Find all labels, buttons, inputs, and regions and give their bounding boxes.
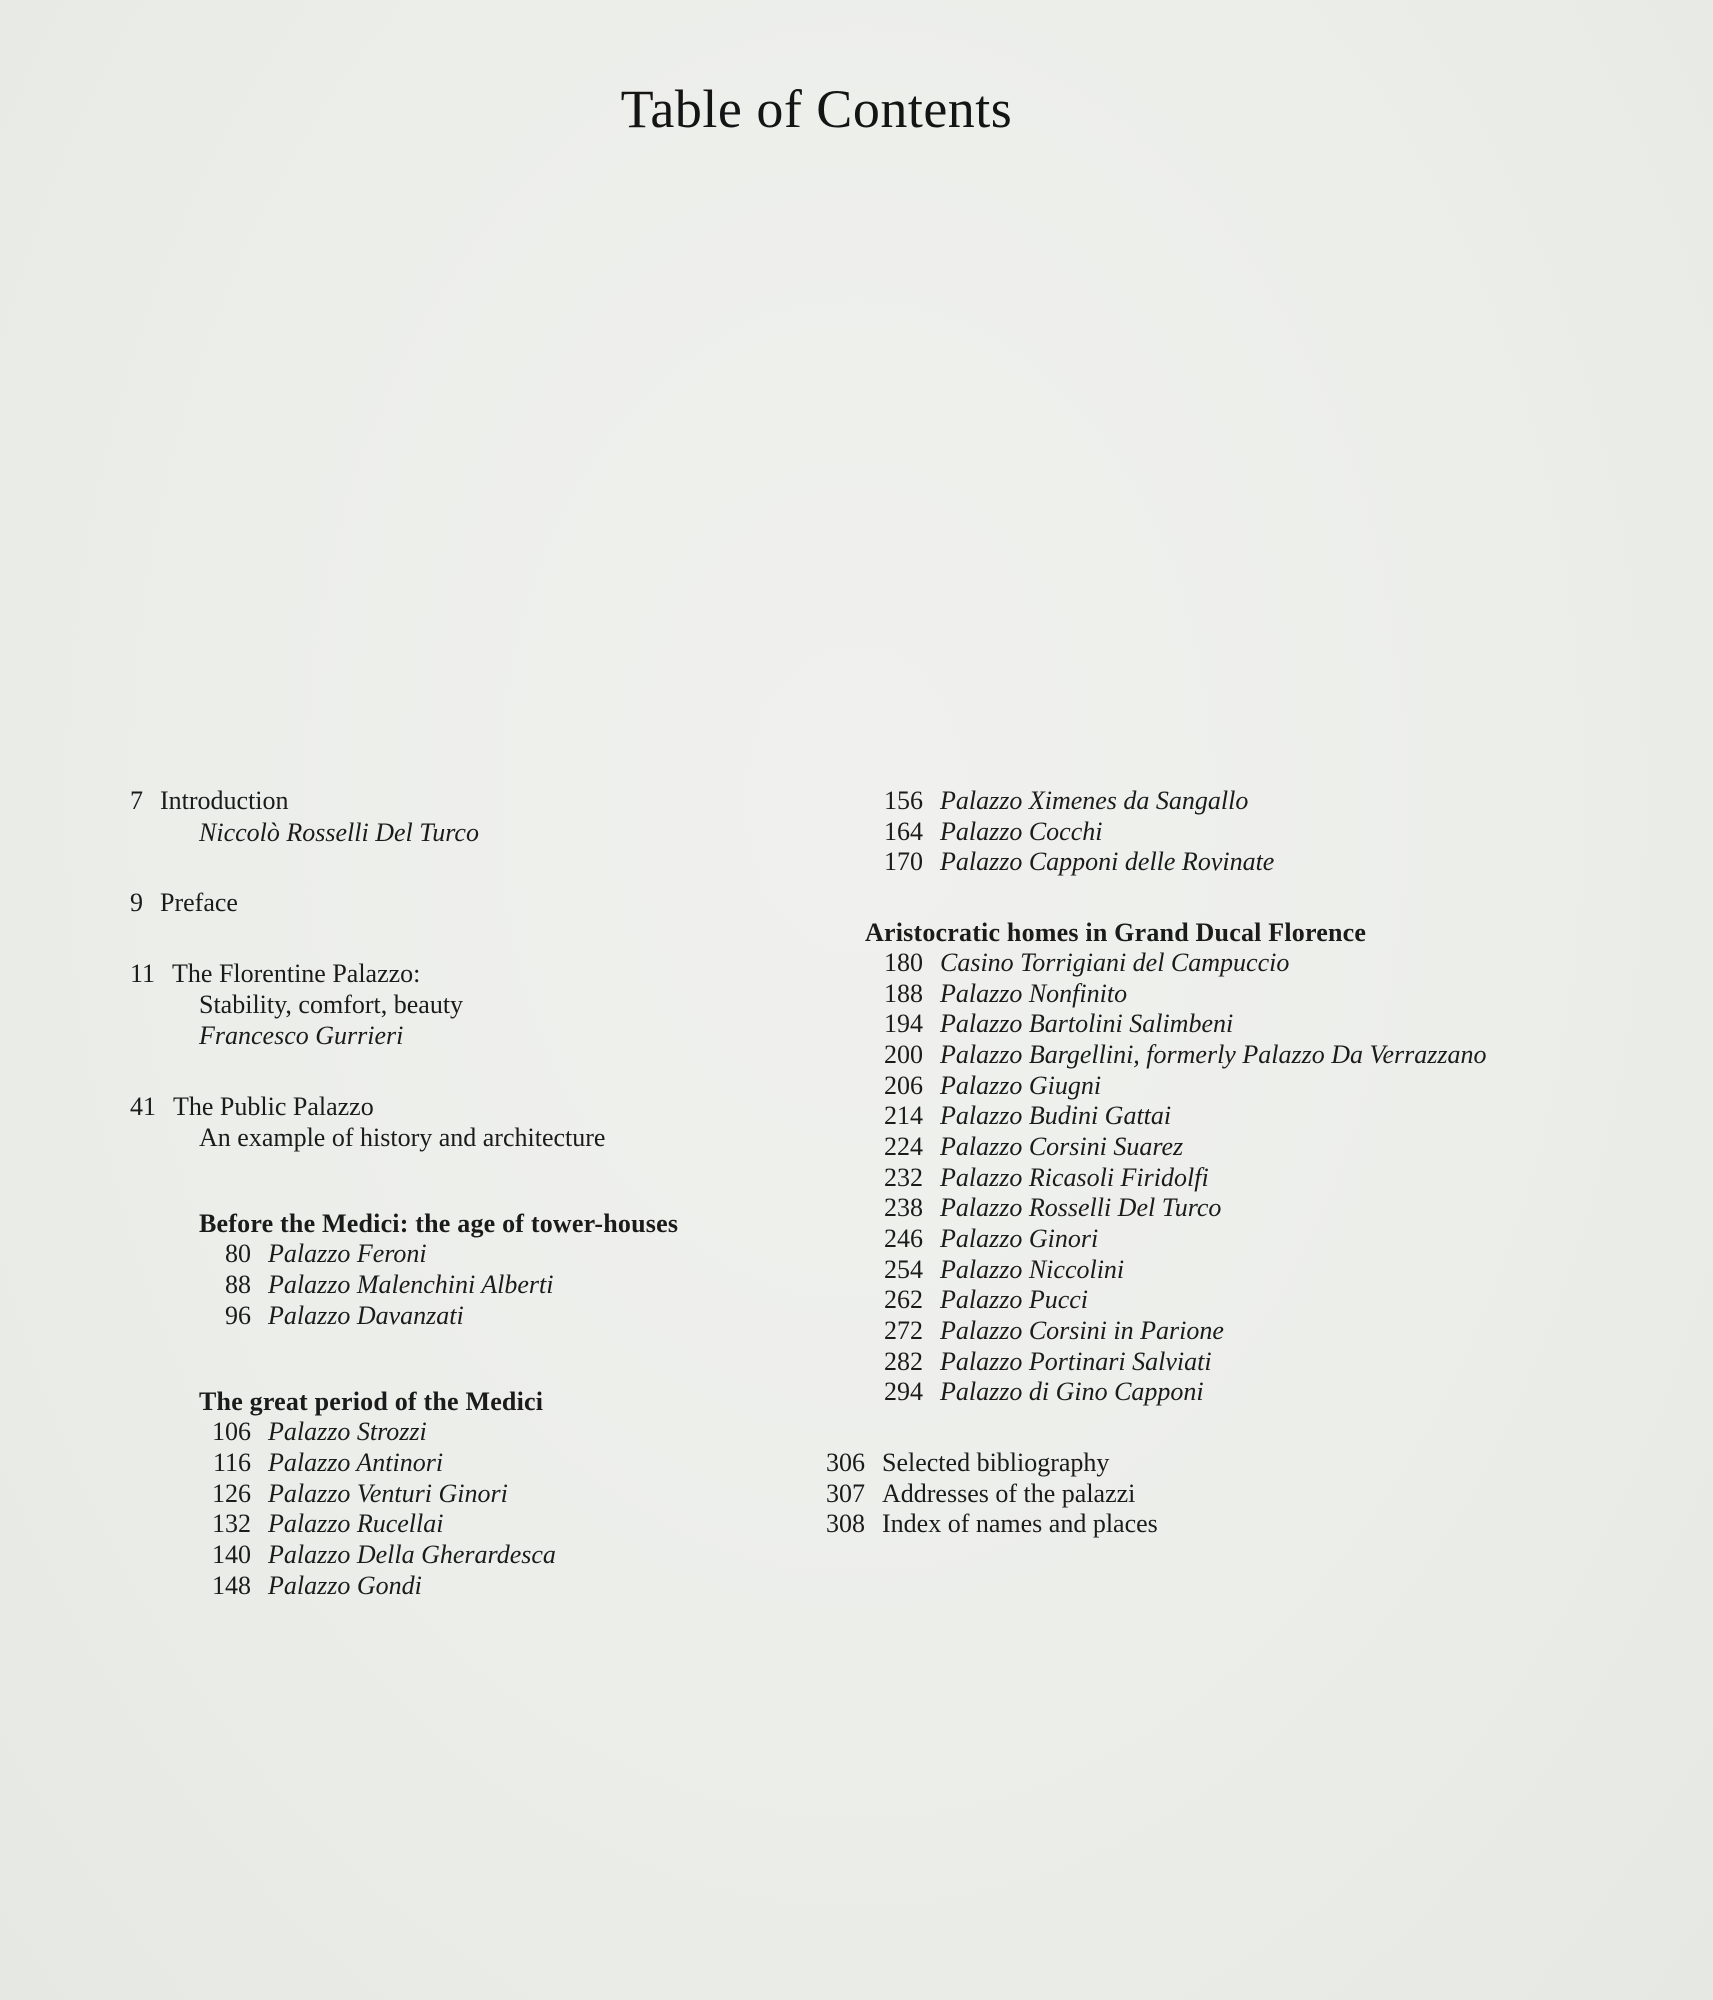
- toc-entry[interactable]: [865, 1377, 1605, 1408]
- toc-entry[interactable]: [199, 1571, 830, 1602]
- toc-entry-label: Palazzo Bartolini Salimbeni: [940, 1009, 1234, 1039]
- toc-entry-label: Palazzo Antinori: [268, 1448, 444, 1478]
- toc-entry[interactable]: [865, 1285, 1605, 1316]
- toc-page-number: 9: [130, 887, 143, 917]
- toc-page-number: 238: [884, 1193, 923, 1223]
- toc-entry-label: The Public Palazzo: [173, 1091, 374, 1121]
- toc-entry-label: Palazzo Bargellini, formerly Palazzo Da Verrazzano: [940, 1040, 1487, 1070]
- toc-entry-label: Palazzo Corsini Suarez: [940, 1132, 1184, 1162]
- toc-entry-label: Palazzo Capponi delle Rovinate: [940, 847, 1275, 877]
- toc-entry-label: Addresses of the palazzi: [882, 1478, 1136, 1508]
- page-title: [0, 78, 1713, 140]
- toc-entry-label: Palazzo Niccolini: [940, 1254, 1125, 1284]
- spacer: [130, 1331, 830, 1387]
- toc-entry-label: Palazzo Ricasoli Firidolfi: [940, 1162, 1209, 1192]
- toc-entry-author: Niccolò Rosselli Del Turco: [199, 817, 479, 847]
- toc-entry-label: Palazzo Portinari Salviati: [940, 1346, 1212, 1376]
- toc-entry-label: Casino Torrigiani del Campuccio: [940, 948, 1290, 978]
- spacer: [130, 848, 830, 888]
- toc-entry[interactable]: [199, 1540, 830, 1571]
- toc-entry-label: Introduction: [160, 786, 289, 815]
- toc-page-number: 170: [884, 847, 923, 877]
- toc-page-number: 88: [225, 1270, 251, 1300]
- contents-column-left: [130, 786, 830, 1601]
- toc-entry-label: Palazzo Ximenes da Sangallo: [940, 786, 1249, 815]
- toc-page-number: 262: [884, 1285, 923, 1315]
- spacer: [865, 1408, 1605, 1448]
- toc-entry-subtitle: An example of history and architecture: [199, 1123, 606, 1153]
- toc-section-entries: [199, 1417, 830, 1601]
- toc-entry[interactable]: [865, 1101, 1605, 1132]
- contents-column-right: [826, 786, 1605, 1540]
- toc-page-number: 272: [884, 1316, 923, 1346]
- toc-entry[interactable]: [865, 1071, 1605, 1102]
- spacer: [865, 878, 1605, 918]
- toc-entry[interactable]: [865, 1009, 1605, 1040]
- toc-entry[interactable]: [865, 1040, 1605, 1071]
- toc-entry-label: Preface: [160, 887, 238, 917]
- toc-page-number: 246: [884, 1224, 923, 1254]
- toc-entry-label: Index of names and places: [882, 1509, 1158, 1539]
- toc-entry-author: Francesco Gurrieri: [199, 1021, 404, 1051]
- toc-entry[interactable]: [865, 786, 1605, 817]
- toc-page-number: 11: [130, 958, 156, 988]
- toc-page-number: 180: [884, 948, 923, 978]
- toc-entry[interactable]: [130, 1092, 830, 1123]
- toc-entry-subtitle: Stability, comfort, beauty: [199, 990, 464, 1020]
- toc-page-number: 232: [884, 1162, 923, 1192]
- toc-entry[interactable]: [199, 1479, 830, 1510]
- toc-page-number: 224: [884, 1132, 923, 1162]
- spacer: [130, 1153, 830, 1209]
- contents-columns: [0, 786, 1713, 1786]
- spacer: [130, 919, 830, 959]
- toc-entry-label: Selected bibliography: [882, 1448, 1110, 1478]
- toc-entry-label: Palazzo Giugni: [940, 1070, 1102, 1100]
- toc-section-heading: Aristocratic homes in Grand Ducal Florence: [865, 918, 1367, 948]
- toc-entry[interactable]: [199, 1448, 830, 1479]
- toc-page-number: 156: [884, 786, 923, 815]
- toc-page-number: 140: [212, 1540, 251, 1570]
- toc-entry[interactable]: [865, 979, 1605, 1010]
- toc-entry-label: Palazzo Malenchini Alberti: [268, 1270, 554, 1300]
- toc-entry[interactable]: [807, 1448, 1605, 1479]
- toc-entry-label: Palazzo Pucci: [940, 1285, 1089, 1315]
- toc-page-number: 188: [884, 978, 923, 1008]
- toc-entry-label: Palazzo Ginori: [940, 1224, 1099, 1254]
- toc-entry[interactable]: [865, 948, 1605, 979]
- toc-entry[interactable]: [865, 1163, 1605, 1194]
- toc-entry-label: Palazzo Nonfinito: [940, 978, 1128, 1008]
- toc-entry-label: Palazzo Della Gherardesca: [268, 1540, 556, 1570]
- toc-entry-label: Palazzo Budini Gattai: [940, 1101, 1172, 1131]
- toc-page-number: 7: [130, 786, 143, 815]
- toc-page-number: 41: [130, 1091, 156, 1121]
- toc-page-number: 206: [884, 1070, 923, 1100]
- toc-back-matter: [807, 1448, 1605, 1540]
- toc-section-heading: The great period of the Medici: [199, 1387, 544, 1417]
- toc-entry[interactable]: [199, 1239, 830, 1270]
- toc-entry[interactable]: [199, 1270, 830, 1301]
- toc-entry[interactable]: [130, 786, 830, 817]
- toc-entry[interactable]: [199, 1509, 830, 1540]
- toc-entry-label: Palazzo Gondi: [268, 1570, 422, 1600]
- toc-entry-label: Palazzo Venturi Ginori: [268, 1478, 508, 1508]
- toc-page-number: 214: [884, 1101, 923, 1131]
- toc-page-number: 194: [884, 1009, 923, 1039]
- toc-entry[interactable]: [865, 1193, 1605, 1224]
- spacer: [130, 1052, 830, 1092]
- toc-page-number: 306: [826, 1448, 865, 1478]
- toc-entry-label: Palazzo Rucellai: [268, 1509, 444, 1539]
- toc-page-number: 116: [212, 1448, 251, 1478]
- toc-entry[interactable]: [865, 1255, 1605, 1286]
- toc-page-number: 80: [225, 1239, 251, 1269]
- toc-entry-label: Palazzo Rosselli Del Turco: [940, 1193, 1222, 1223]
- toc-page-number: 96: [225, 1300, 251, 1330]
- toc-entry[interactable]: [199, 1301, 830, 1332]
- toc-page-number: 132: [212, 1509, 251, 1539]
- toc-entry[interactable]: [807, 1479, 1605, 1510]
- toc-page-number: 282: [884, 1346, 923, 1376]
- toc-section-entries: [865, 948, 1605, 1408]
- toc-page-number: 164: [884, 816, 923, 846]
- toc-entry[interactable]: [130, 959, 830, 990]
- toc-section-heading: Before the Medici: the age of tower-houses: [199, 1209, 679, 1239]
- toc-entry-label: Palazzo di Gino Capponi: [940, 1377, 1204, 1407]
- toc-page-number: 254: [884, 1254, 923, 1284]
- toc-entry-label: Palazzo Feroni: [268, 1239, 427, 1269]
- toc-entry[interactable]: [199, 1417, 830, 1448]
- toc-entry[interactable]: [865, 1347, 1605, 1378]
- toc-entry-label: Palazzo Strozzi: [268, 1417, 427, 1447]
- toc-entry[interactable]: [865, 817, 1605, 848]
- page-title-text: Table of Contents: [620, 79, 1013, 139]
- toc-page-number: 200: [884, 1040, 923, 1070]
- toc-entry[interactable]: [865, 1132, 1605, 1163]
- toc-entry-label: Palazzo Cocchi: [940, 816, 1103, 846]
- toc-entry[interactable]: [865, 1224, 1605, 1255]
- toc-page-number: 126: [212, 1478, 251, 1508]
- toc-page-number: 308: [826, 1509, 865, 1539]
- toc-section-entries: [199, 1239, 830, 1331]
- toc-page-number: 106: [212, 1417, 251, 1447]
- toc-entry-label: Palazzo Davanzati: [268, 1300, 464, 1330]
- toc-entry[interactable]: [807, 1509, 1605, 1540]
- toc-entry-label: Palazzo Corsini in Parione: [940, 1316, 1224, 1346]
- toc-entry[interactable]: [865, 847, 1605, 878]
- toc-entry[interactable]: [865, 1316, 1605, 1347]
- toc-page-number: 148: [212, 1570, 251, 1600]
- toc-page-number: 307: [826, 1478, 865, 1508]
- toc-entry-label: The Florentine Palazzo:: [172, 958, 421, 988]
- toc-entry[interactable]: [130, 888, 830, 919]
- toc-page-number: 294: [884, 1377, 923, 1407]
